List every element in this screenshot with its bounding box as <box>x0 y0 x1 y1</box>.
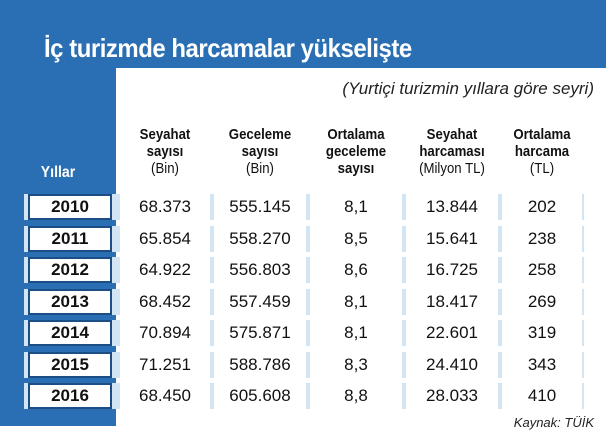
table-cell: 319 <box>502 320 582 346</box>
table-cell: 68.450 <box>120 383 210 409</box>
year-cell: 2016 <box>28 383 112 409</box>
table-cell: 15.641 <box>406 226 498 252</box>
table-cell: 24.410 <box>406 352 498 378</box>
table-cell: 343 <box>502 352 582 378</box>
year-cell: 2012 <box>28 257 112 283</box>
seyahat-sayisi-header <box>122 126 208 177</box>
table-cell: 202 <box>502 194 582 220</box>
table-cell: 68.373 <box>120 194 210 220</box>
table-cell: 575.871 <box>214 320 306 346</box>
table-cell: 13.844 <box>406 194 498 220</box>
row-header-label: Yıllar <box>40 164 76 181</box>
column-header-word: sayısı <box>146 143 184 160</box>
table-cell: 65.854 <box>120 226 210 252</box>
table-cell: 410 <box>502 383 582 409</box>
table-cell: 8,8 <box>310 383 402 409</box>
table-cell: 8,6 <box>310 257 402 283</box>
table-cell: 555.145 <box>214 194 306 220</box>
source-note: Kaynak: TÜİK <box>513 415 594 430</box>
year-cell: 2010 <box>28 194 112 220</box>
column-header-word: harcaması <box>419 143 485 160</box>
column-header-word: Seyahat <box>139 126 191 143</box>
table-cell: 269 <box>502 289 582 315</box>
column-header-word: Ortalama <box>513 126 571 143</box>
column-header-word: geceleme <box>325 143 387 160</box>
ortalama-geceleme-header <box>312 126 400 177</box>
table-cell: 70.894 <box>120 320 210 346</box>
column-unit: (TL) <box>529 160 555 177</box>
column-header-word: sayısı <box>337 160 375 177</box>
year-cell: 2014 <box>28 320 112 346</box>
seyahat-harcamasi-header <box>408 126 496 177</box>
table-cell: 18.417 <box>406 289 498 315</box>
table-cell: 605.608 <box>214 383 306 409</box>
table-cell: 8,3 <box>310 352 402 378</box>
column-header-word: Geceleme <box>228 126 292 143</box>
table-cell: 28.033 <box>406 383 498 409</box>
column-header-word: sayısı <box>241 143 279 160</box>
page-title: İç turizmde harcamalar yükselişte <box>44 33 412 63</box>
table-cell: 558.270 <box>214 226 306 252</box>
year-cell: 2015 <box>28 352 112 378</box>
year-cell: 2011 <box>28 226 112 252</box>
column-unit: (Bin) <box>246 160 274 177</box>
table-cell: 556.803 <box>214 257 306 283</box>
column-header-word: Ortalama <box>327 126 385 143</box>
table-cell: 258 <box>502 257 582 283</box>
column-unit: (Milyon TL) <box>419 160 485 177</box>
column-header-word: harcama <box>514 143 570 160</box>
table-cell: 16.725 <box>406 257 498 283</box>
table-cell: 588.786 <box>214 352 306 378</box>
subtitle: (Yurtiçi turizmin yıllara göre seyri) <box>342 79 594 98</box>
column-header-word: Seyahat <box>426 126 478 143</box>
ortalama-harcama-header <box>503 126 580 177</box>
geceleme-sayisi-header <box>216 126 304 177</box>
table-cell: 22.601 <box>406 320 498 346</box>
year-cell: 2013 <box>28 289 112 315</box>
table-cell: 64.922 <box>120 257 210 283</box>
table-cell: 68.452 <box>120 289 210 315</box>
table-cell: 557.459 <box>214 289 306 315</box>
table-cell: 238 <box>502 226 582 252</box>
table-cell: 8,1 <box>310 320 402 346</box>
table-cell: 8,1 <box>310 194 402 220</box>
table-cell: 8,5 <box>310 226 402 252</box>
column-unit: (Bin) <box>151 160 179 177</box>
table-cell: 71.251 <box>120 352 210 378</box>
table-cell: 8,1 <box>310 289 402 315</box>
